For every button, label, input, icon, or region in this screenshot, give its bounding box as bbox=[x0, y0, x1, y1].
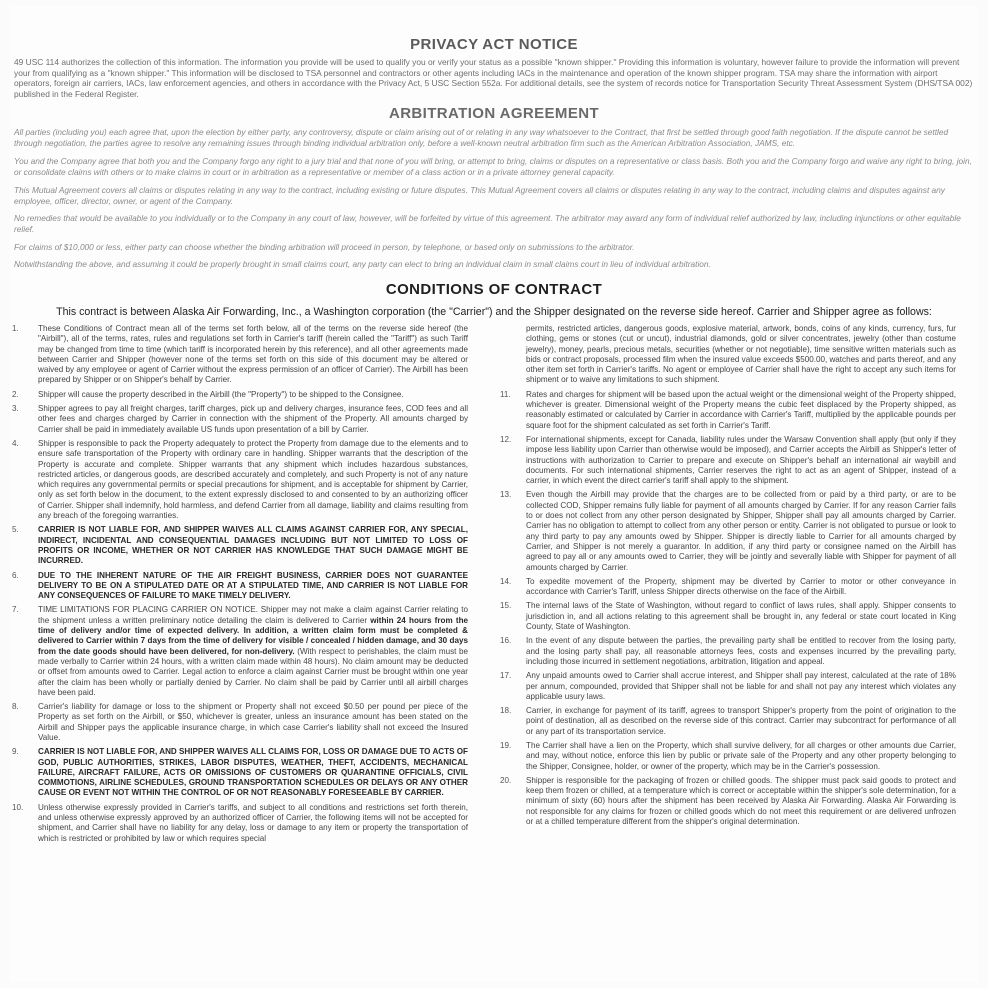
clause-11 bbox=[500, 390, 956, 431]
clause-text bbox=[526, 706, 956, 737]
conditions-intro: This contract is between Alaska Air Forwarding, Inc., a Washington corporation (the "Carrier") and the Shipper designated on the reverse side hereof. Carrier and Shipper agree as follows: bbox=[56, 306, 932, 318]
clause-text: permits, restricted articles, dangerous goods, explosive material, artwork, bonds, coins of any kinds, currency, furs, fur clothing, gems or stones (cut or uncut), industrial diamonds, gold or silver concentrates, jewelry (other than costume jewelry), money, pearls, precious metals, securities (whether or not negotiable), time sensitive written materials such as bids or contract proposals, processed film when the insured value exceeds $500.00, watches and parts thereof, and any other item set forth in Carrier's tariffs. No agent or employee of Carrier shall have the right to accept any such items for shipment or to waive any limitations to such shipment. bbox=[526, 324, 956, 385]
privacy-notice-title: PRIVACY ACT NOTICE bbox=[410, 36, 578, 53]
clause-text-part: To expedite movement of the Property, shipment may be diverted by Carrier to motor or other conveyance in accordance with Carrier's Tariff, unless Shipper directs otherwise on the face of the Airbill. bbox=[526, 576, 956, 597]
clause-text-part: CARRIER IS NOT LIABLE FOR, AND SHIPPER WAIVES ALL CLAIMS FOR, LOSS OR DAMAGE DUE TO ACTS OF GOD, PUBLIC AUTHORITIES, STRIKES, LABOR DISPUTES, WEATHER, THEFT, ACCIDENTS, MECHANICAL FAILURE, AIRCRAFT FAILURE, ACTS OR OMISSIONS OF CUSTOMERS OR QUARANTINE OFFICIALS, CIVIL COMMOTIONS, AIRLINE SCHEDULES, GROUND TRANSPORTATION SCHEDULES OR DELAYS OR ANY OTHER CAUSE OR EVENT NOT WITHIN THE CONTROL OF OR NOT REASONABLY FORESEEABLE BY CARRIER. bbox=[38, 747, 468, 798]
clause-text-part: These Conditions of Contract mean all of the terms set forth below, all of the terms on the reverse side hereof (the "Airbill"), all of the terms, rates, rules and regulations set forth in Carrier's tariff (herein called the "Tariff") as such Tariff may be changed from time to time (which tariff is incorporated herein by this reference), and all other agreements made between Carrier and Shipper (however none of the terms set forth on this side of this document may be altered or waived by any employee or agent of Carrier without the express permission of an officer of Carrier). The Airbill has been prepared by Shipper or on Shipper's behalf by Carrier. bbox=[38, 324, 468, 385]
clause-9 bbox=[12, 747, 468, 798]
clause-4 bbox=[12, 439, 468, 521]
clause-16 bbox=[500, 636, 956, 667]
clause-text-part: DUE TO THE INHERENT NATURE OF THE AIR FREIGHT BUSINESS, CARRIER DOES NOT GUARANTEE DELIVERY TO BE ON A STIPULATED DATE OR AT A STIPULATED TIME, AND CARRIER IS NOT LIABLE FOR ANY CONSEQUENCES OF FAILURE TO MAKE TIMELY DELIVERY. bbox=[38, 570, 468, 601]
arbitration-title: ARBITRATION AGREEMENT bbox=[388, 105, 600, 122]
clause-text bbox=[526, 490, 956, 572]
clause-text-part: Any unpaid amounts owed to Carrier shall accrue interest, and Shipper shall pay interest, calculated at the rate of 18% per annum, compounded, provided that Shipper shall not be liable for and shall not pay any interest which violates any applicable usury laws. bbox=[526, 671, 956, 701]
conditions-title: CONDITIONS OF CONTRACT bbox=[385, 281, 603, 298]
clause-number: 13. bbox=[500, 490, 512, 500]
conditions-right-column bbox=[500, 324, 956, 974]
clause-text bbox=[38, 571, 468, 602]
clause-text-part: In the event of any dispute between the parties, the prevailing party shall be entitled to recover from the losing party, and the losing party shall pay, all reasonable attorneys fees, costs and expenses incurred by the prevailing party, including those incurred in settlement negotiations, arbitration, litigation and appeal. bbox=[526, 636, 956, 666]
clause-20 bbox=[500, 776, 956, 827]
clause-text bbox=[38, 324, 468, 386]
clause-18 bbox=[500, 706, 956, 737]
clause-number: 11. bbox=[500, 389, 511, 399]
clause-3 bbox=[12, 404, 468, 435]
privacy-notice-text: 49 USC 114 authorizes the collection of this information. The information you provide will be used to qualify you or verify your status as a possible "known shipper." Providing this information is voluntary, however failure to provide the information will prevent your from qualifying as a "known shipper." This information will be disclosed to TSA personnel and contractors or other agents including IACs in the maintenance and operation of the known shipper program. TSA may share the information with airport operators, foreign air carriers, IACs, law enforcement agencies, and others in accordance with the Privacy Act, 5 USC Section 552a. For additional details, see the system of records notice for Transportation Security Threat Assessment System (DHS/TSA 002) published in the Federal Register. bbox=[14, 57, 973, 99]
clause-text bbox=[526, 390, 956, 431]
clause-number: 8. bbox=[12, 702, 19, 712]
clause-text-part: Even though the Airbill may provide that the charges are to be collected from or paid by a third party, or are to be collected COD, Shipper remains fully liable for payment of all amounts charged by Carrier. If for any reason Carrier fails to or does not collect from any other person designated by Shipper, Shipper shall pay all amounts charged by Carrier. Carrier has no obligation to attempt to collect from any other person or entity. Carrier is not obligated to pursue or look to any third party to pay any amounts owed by Shipper. Shipper is directly liable to Carrier for all amounts charged by Carrier, and Shipper is not merely a guarantor. In addition, if any third party or consignee named on the Airbill has agreed to pay all or any amounts owed to Carrier, they will be jointly and severally liable with Shipper for payment of all amounts charged by Carrier. bbox=[526, 490, 956, 572]
clause-number: 7. bbox=[12, 605, 19, 615]
clause-number: 19. bbox=[500, 740, 512, 750]
arbitration-paragraph: All parties (including you) each agree that, upon the election by either party, any controversy, dispute or claim arising out of or relating in any way whatsoever to the Contract, that first be settled through good faith negotiation. If the dispute cannot be settled through negotiation, the parties agree to resolve any remaining issues through binding individual arbitration only, before a well-known neutral arbitration firm such as the American Arbitration Association, JAMS, etc. bbox=[14, 127, 949, 148]
arbitration-paragraph: No remedies that would be available to you individually or to the Company in any court of law, however, will be forfeited by virtue of this agreement. The arbitrator may award any form of individual relief authorized by law, including injunctions or other equitable relief. bbox=[14, 213, 961, 234]
clause-number bbox=[500, 324, 526, 386]
clause-text-part: Unless otherwise expressly provided in Carrier's tariffs, and subject to all conditions and restrictions set forth therein, and unless otherwise expressly approved by an authorized officer of Carrier, the following items will not be accepted for shipment, and Carrier shall have no liability for any delay, loss or damage to any item or property the transportation of which is restricted or prohibited by law or which requires special bbox=[38, 802, 468, 843]
clause-number: 14. bbox=[500, 576, 512, 586]
clause-text-emphasis: within 24 hours from the time of delivery and/or time of expected delivery. In addition, a written claim form must be completed & delivered to Carrier within 7 days from the time of delivery for visible / concealed / hidden damage, and 30 days from the date goods should have been delivered, for non-delivery. bbox=[38, 615, 468, 656]
clause-number: 4. bbox=[12, 438, 19, 448]
clause-number: 15. bbox=[500, 601, 512, 611]
clause-text-part: Shipper is responsible to pack the Property adequately to protect the Property from damage due to the elements and to ensure safe transportation of the Property with ordinary care in handling. Shipper warrants that the description of the Property is accurate and complete. Shipper warrants that any shipment which includes hazardous substances, restricted articles, or dangerous goods, are described accurately and completely, and such Property is not of any nature which requires any governmental permits or special precautions for shipment, and is acceptable for shipment by Carrier, only as set forth below in the document, to the extent expressly disclosed to and consented to by an authorizing officer of Carrier. Shipper shall indemnify, hold harmless, and defend Carrier from all damage, liability and claims resulting from any breach of the foregoing warranties. bbox=[38, 438, 468, 521]
clause-text bbox=[526, 636, 956, 667]
clause-number: 18. bbox=[500, 706, 512, 716]
clause-text bbox=[38, 803, 468, 844]
clause-2 bbox=[12, 390, 468, 400]
clause-number: 2. bbox=[12, 389, 19, 399]
clause-8 bbox=[12, 702, 468, 743]
clause-text bbox=[526, 741, 956, 772]
clause-number: 3. bbox=[12, 404, 19, 414]
clause-number: 10. bbox=[12, 802, 24, 812]
arbitration-paragraph: For claims of $10,000 or less, either party can choose whether the binding arbitration will proceed in person, by telephone, or based only on submissions to the arbitrator. bbox=[14, 242, 635, 252]
clause-text-part: Rates and charges for shipment will be based upon the actual weight or the dimensional weight of the Property shipped, whichever is greater. Dimensional weight of the Property means the cubic feet displaced by the Property shipped, as reasonably estimated or calculated by Carrier in accordance with Carrier's Tariff, multiplied by the applicable pounds per square foot for the shipment calculated as set forth in Carrier's Tariff. bbox=[526, 389, 956, 430]
clause-12 bbox=[500, 435, 956, 486]
clause-text bbox=[526, 577, 956, 598]
clause-text-part: The Carrier shall have a lien on the Property, which shall survive delivery, for all charges or other amounts due Carrier, and may, without notice, enforce this lien by public or private sale of the Property and any other property belonging to the Shipper, Consignee, holder, or owner of the property, which may be in the Carrier's possession. bbox=[526, 740, 956, 771]
clause-number: 20. bbox=[500, 775, 512, 785]
clause-text bbox=[526, 601, 956, 632]
clause-text bbox=[38, 390, 468, 400]
clause-number: 1. bbox=[12, 324, 19, 333]
clause-6 bbox=[12, 571, 468, 602]
clause-text bbox=[38, 605, 468, 698]
clause-1 bbox=[12, 324, 468, 386]
clause-text bbox=[38, 702, 468, 743]
clause-17 bbox=[500, 671, 956, 702]
clause-text-part: CARRIER IS NOT LIABLE FOR, AND SHIPPER WAIVES ALL CLAIMS AGAINST CARRIER FOR, ANY SPECIAL, INDIRECT, INCIDENTAL AND CONSEQUENTIAL DAMAGES INCLUDING BUT NOT LIMITED TO LOSS OF PROFITS OR INCOME, WHETHER OR NOT CARRIER HAS KNOWLEDGE THAT SUCH DAMAGE MIGHT BE INCURRED. bbox=[38, 525, 468, 566]
clause-15 bbox=[500, 601, 956, 632]
clause-number: 12. bbox=[500, 434, 512, 444]
clause-text-part: The internal laws of the State of Washington, without regard to conflict of laws rules, shall apply. Shipper consents to jurisdiction in, and all actions relating to this agreement shall be brought in, any federal or state court located in King County, State of Washington. bbox=[526, 601, 956, 632]
clause-5 bbox=[12, 525, 468, 566]
clause-text bbox=[526, 671, 956, 702]
clause-text-part: Carrier, in exchange for payment of its tariff, agrees to transport Shipper's property from the point of origination to the point of destination, all as described on the reverse side of this contract. Carrier may subcontract for performance of all or any part of its transportation service. bbox=[526, 706, 956, 736]
arbitration-paragraph: Notwithstanding the above, and assuming it could be properly brought in small claims court, any party can elect to bring an individual claim in small claims court in lieu of individual arbitration. bbox=[14, 259, 711, 269]
clause-10-continued bbox=[500, 324, 956, 386]
clause-text-part: Shipper agrees to pay all freight charges, tariff charges, pick up and delivery charges, insurance fees, COD fees and all other fees and charges charged by Carrier in connection with the shipment of the Property. All amounts charged by Carrier shall be paid in immediately available US funds upon presentation of a bill by Carrier. bbox=[38, 404, 468, 434]
clause-text bbox=[38, 404, 468, 435]
clause-14 bbox=[500, 577, 956, 598]
clause-text bbox=[38, 525, 468, 566]
clause-number: 6. bbox=[12, 570, 19, 580]
clause-13 bbox=[500, 490, 956, 572]
clause-7 bbox=[12, 605, 468, 698]
clause-text-part: For international shipments, except for Canada, liability rules under the Warsaw Convention shall apply (but only if they impose less liability upon Carrier than otherwise would be imposed), and Carrier accepts the Airbill as Shipper's letter of instructions with authorization to Carrier to prepare and execute on Shipper's behalf an international air waybill and documents. For such international shipments, Carrier reserves the right to act as an agent of Shipper, instead of a carrier, in which event the direct carrier's tariff shall apply to the shipment. bbox=[526, 434, 956, 486]
clause-text bbox=[38, 747, 468, 798]
arbitration-paragraph: This Mutual Agreement covers all claims or disputes relating in any way to the contract, including existing or future disputes. This Mutual Agreement covers all claims or disputes relating in any way to the contract, including claims and disputes against any employee, officer, director, owner, or agent of the Company. bbox=[14, 185, 945, 206]
clause-text-part: Carrier's liability for damage or loss to the shipment or Property shall not exceed $0.50 per pound per piece of the Property as set forth on the Airbill, or $50, whichever is greater, unless an insurance amount has been stated on the Airbill and Shipper pays the applicable insurance charge, in which case Carrier's liability shall not exceed the Insured Value. bbox=[38, 702, 468, 742]
clause-number: 5. bbox=[12, 525, 19, 535]
clause-text bbox=[38, 439, 468, 521]
clause-text bbox=[526, 776, 956, 827]
clause-text-part: Shipper is responsible for the packaging of frozen or chilled goods. The shipper must pack said goods to protect and keep them frozen or chilled, at a temperature which is correct or acceptable within the shipper's sole determination, for a minimum of sixty (60) hours after the shipment has been received by Alaska Air Forwarding. Alaska Air Forwarding is not responsible for any claims for frozen or chilled goods which do not meet this requirement or are delivered unfrozen or at a chilled temperature different from the shipper's original determination. bbox=[526, 775, 956, 827]
clause-text bbox=[526, 435, 956, 486]
clause-text-part: TIME LIMITATIONS FOR PLACING CARRIER ON NOTICE. Shipper may not make a claim against Carrier relating to the shipment unless a written preliminary notice detailing the claim is delivered to Carrier bbox=[38, 605, 468, 625]
clause-number: 17. bbox=[500, 671, 512, 681]
clause-number: 9. bbox=[12, 747, 19, 757]
clause-10 bbox=[12, 803, 468, 844]
clause-19 bbox=[500, 741, 956, 772]
arbitration-paragraph: You and the Company agree that both you and the Company forgo any right to a jury trial and that none of you will bring, or attempt to bring, claims or disputes on a representative or class basis. Both you and the Company forgo and waive any right to bring, join, or consolidate claims with others or to make claims in court or in arbitration as a representative or member of a class action or in a private attorney general capacity. bbox=[14, 156, 972, 177]
conditions-left-column bbox=[12, 324, 468, 974]
clause-number: 16. bbox=[500, 636, 512, 646]
clause-text-part: (With respect to perishables, the claim must be made verbally to Carrier within 24 hours, with a written claim made within 48 hours). No claim amount may be deducted or offset from amounts owed to Carrier. Legal action to enforce a claim against Carrier must be brought within one year after the claim has been wholly or partially denied by Carrier. No claim shall be paid by Carrier until all airbill charges have been paid. bbox=[38, 646, 468, 697]
clause-text-part: Shipper will cause the property described in the Airbill (the "Property") to be shipped to the Consignee. bbox=[38, 389, 404, 399]
